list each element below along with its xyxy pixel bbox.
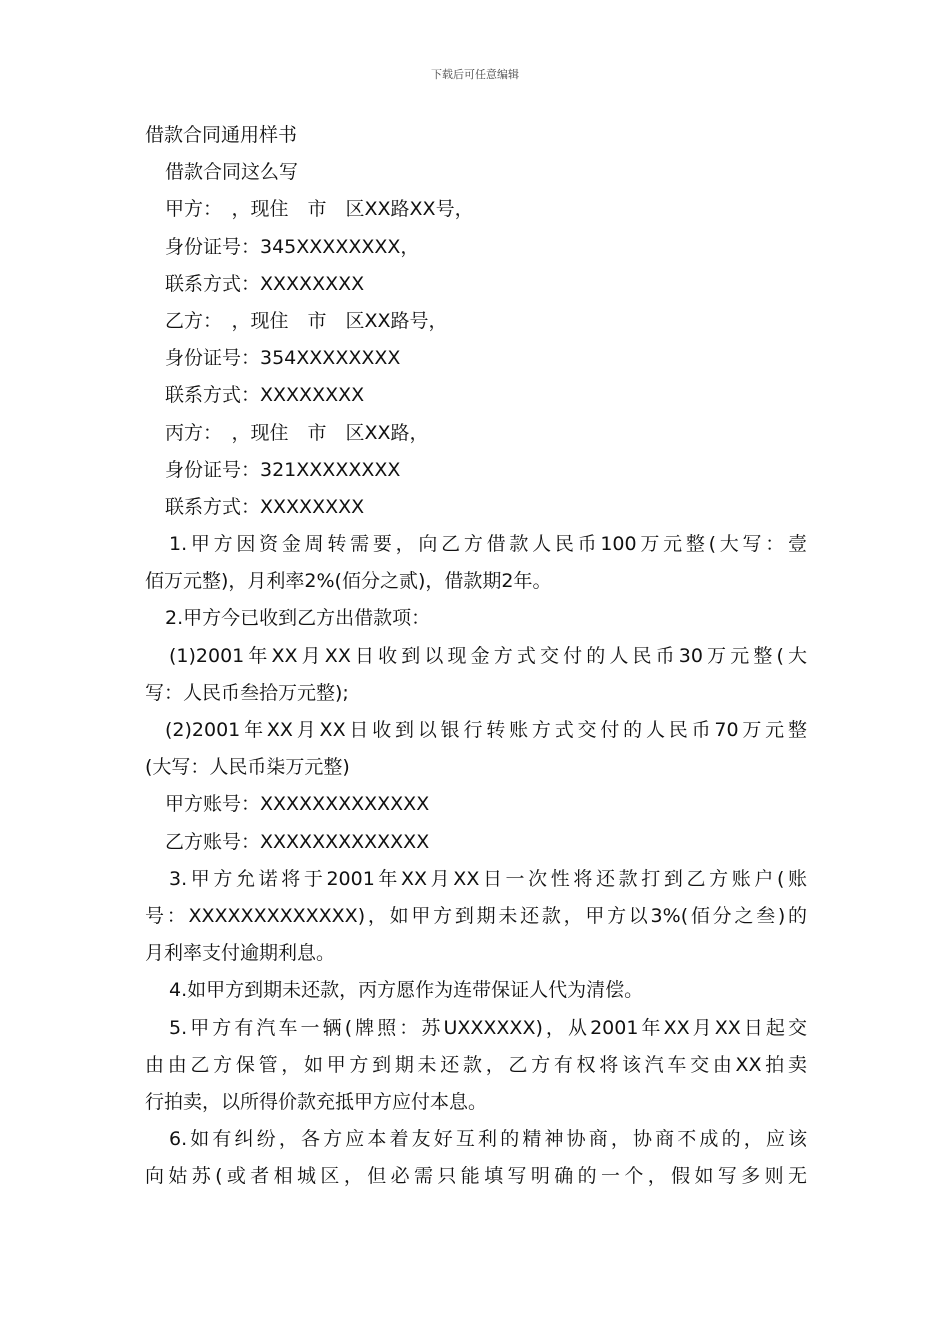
document-line: 甲方账号：XXXXXXXXXXXXX xyxy=(165,793,430,816)
document-line: 乙方： ，现住 市 区XX路号， xyxy=(165,309,448,332)
document-line: 号：XXXXXXXXXXXXX)，如甲方到期未还款，甲方以3%(佰分之叁)的 xyxy=(145,904,807,927)
document-line: 联系方式：XXXXXXXX xyxy=(165,495,365,518)
document-line: 4.如甲方到期未还款，丙方愿作为连带保证人代为清偿。 xyxy=(169,979,644,1002)
document-line: 2.甲方今已收到乙方出借款项： xyxy=(165,607,431,630)
document-line: 向姑苏(或者相城区，但必需只能填写明确的一个，假如写多则无 xyxy=(145,1165,807,1188)
document-line: 5.甲方有汽车一辆(牌照：苏UXXXXXX)，从2001年XX月XX日起交 xyxy=(169,1016,807,1039)
document-line: (2)2001年XX月XX日收到以银行转账方式交付的人民币70万元整 xyxy=(165,719,807,741)
document-title: 借款合同通用样书 xyxy=(145,124,298,146)
document-line: 借款合同这么写 xyxy=(165,161,299,184)
document-body xyxy=(145,117,807,1195)
document-line: 月利率支付逾期利息。 xyxy=(145,942,336,965)
document-line: 身份证号：321XXXXXXXX xyxy=(165,458,401,481)
document-line: (大写：人民币柒万元整) xyxy=(145,756,350,779)
document-line: 联系方式：XXXXXXXX xyxy=(165,272,365,295)
document-line: 行拍卖，以所得价款充抵甲方应付本息。 xyxy=(145,1090,488,1113)
document-line: 身份证号：354XXXXXXXX xyxy=(165,347,401,370)
document-line: 3.甲方允诺将于2001年XX月XX日一次性将还款打到乙方账户(账 xyxy=(169,867,807,890)
document-line: 6.如有纠纷，各方应本着友好互利的精神协商，协商不成的，应该 xyxy=(169,1128,807,1151)
document-line: 联系方式：XXXXXXXX xyxy=(165,384,365,407)
header-note: 下载后可任意编辑 xyxy=(431,68,519,81)
document-line: 身份证号：345XXXXXXXX， xyxy=(165,235,420,258)
document-line: 由由乙方保管，如甲方到期未还款，乙方有权将该汽车交由XX拍卖 xyxy=(145,1053,807,1076)
document-line: 丙方： ，现住 市 区XX路， xyxy=(165,421,429,444)
document-line: 乙方账号：XXXXXXXXXXXXX xyxy=(165,830,430,853)
document-line: 写：人民币叁拾万元整); xyxy=(145,681,349,704)
document-line: 佰万元整)，月利率2%(佰分之贰)，借款期2年。 xyxy=(145,570,552,593)
document-line: (1)2001年XX月XX日收到以现金方式交付的人民币30万元整(大 xyxy=(169,644,807,667)
document-line: 甲方： ，现住 市 区XX路XX号， xyxy=(165,198,474,221)
document-line: 1.甲方因资金周转需要，向乙方借款人民币100万元整(大写：壹 xyxy=(169,533,807,556)
